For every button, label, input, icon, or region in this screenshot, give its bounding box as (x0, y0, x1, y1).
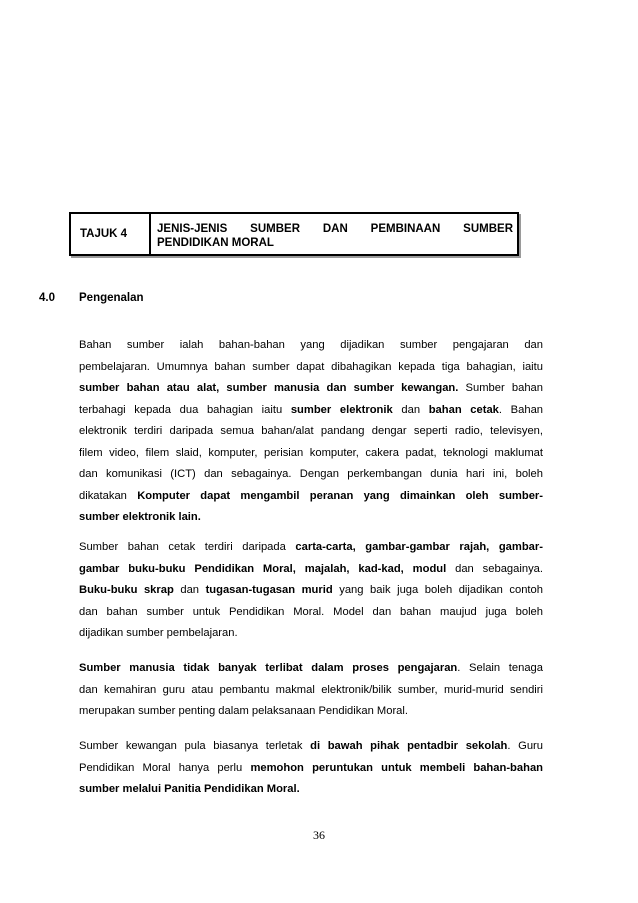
body-text: . Bahan (498, 403, 544, 416)
section-number: 4.0 (39, 292, 55, 304)
bold-text: gambar buku-buku Pendidikan Moral, majalah, kad-kad, modul (79, 562, 447, 575)
paragraph-line (79, 464, 543, 486)
bold-text: memohon peruntukan untuk membeli bahan-bahan (250, 761, 543, 774)
paragraph-line (79, 486, 543, 508)
body-text: terbahagi kepada dua bahagian iaitu (79, 403, 291, 416)
body-text: dan bahan sumber untuk Pendidikan Moral. Model dan bahan maujud juga boleh (79, 605, 543, 618)
paragraph-line (79, 758, 543, 780)
bold-text: bahan cetak (428, 403, 499, 416)
body-text: filem video, filem slaid, komputer, perisian komputer, cakera padat, teknologi maklumat (79, 446, 543, 459)
bold-text: sumber bahan atau alat, sumber manusia dan sumber kewangan. (79, 382, 459, 394)
bold-text: di bawah pihak pentadbir sekolah (310, 740, 508, 752)
paragraph-line (79, 779, 543, 801)
body-text: merupakan sumber penting dalam pelaksanaan Pendidikan Moral. (79, 705, 408, 717)
body-text: dijadikan sumber pembelajaran. (79, 627, 238, 639)
paragraph-printed-sources (79, 537, 543, 645)
body-text: . Guru (507, 740, 543, 752)
body-text: Sumber bahan (458, 382, 544, 394)
paragraph-line (79, 736, 543, 758)
chapter-title-line-1: JENIS-JENIS SUMBER DAN PEMBINAAN SUMBER (157, 223, 513, 235)
chapter-title-line-2: PENDIDIKAN MORAL (157, 237, 274, 249)
paragraph-line (79, 537, 543, 559)
body-text: dan komunikasi (ICT) dan sebagainya. Dengan perkembangan dunia hari ini, boleh (79, 468, 543, 480)
paragraph-line (79, 602, 543, 624)
bold-text: Buku-buku skrap (79, 584, 174, 596)
paragraph-line (79, 559, 543, 581)
body-text: Sumber bahan cetak terdiri daripada (79, 541, 296, 553)
paragraph-line (79, 357, 543, 379)
paragraph-line (79, 378, 543, 400)
body-text: dan (173, 584, 206, 596)
body-text: Bahan sumber ialah bahan-bahan yang dijadikan sumber pengajaran dan (79, 339, 543, 351)
paragraph-financial-sources (79, 736, 543, 801)
body-text: . Selain tenaga (457, 662, 543, 674)
paragraph-line (79, 507, 543, 529)
bold-text: sumber elektronik lain. (79, 511, 201, 523)
chapter-label: TAJUK 4 (71, 214, 151, 254)
paragraph-line (79, 443, 543, 465)
section-title: Pengenalan (79, 292, 144, 304)
bold-text: carta-carta, gambar-gambar rajah, gambar- (295, 541, 543, 553)
paragraph-line (79, 421, 543, 443)
chapter-title (157, 222, 513, 250)
body-text: dan kemahiran guru atau pembantu makmal elektronik/bilik sumber, murid-murid sendiri (79, 683, 543, 696)
chapter-header-box (69, 212, 519, 256)
page-number: 36 (313, 828, 325, 842)
paragraph-introduction (79, 335, 543, 529)
paragraph-line (79, 701, 543, 723)
bold-text: Sumber manusia tidak banyak terlibat dalam proses pengajaran (79, 662, 458, 674)
bold-text: tugasan-tugasan murid (205, 584, 333, 596)
body-text: yang baik juga boleh dijadikan contoh (332, 584, 543, 596)
body-text: Sumber kewangan pula biasanya terletak (79, 740, 311, 752)
paragraph-line (79, 623, 543, 645)
paragraph-line (79, 680, 543, 702)
body-text: Pendidikan Moral hanya perlu (79, 761, 251, 774)
paragraph-line (79, 400, 543, 422)
bold-text: sumber elektronik (290, 403, 393, 416)
bold-text: Komputer dapat mengambil peranan yang dimainkan oleh sumber- (137, 489, 543, 502)
body-text: dan (392, 403, 429, 416)
body-text: dikatakan (79, 489, 138, 502)
body-text: pembelajaran. Umumnya bahan sumber dapat dibahagikan kepada tiga bahagian, iaitu (79, 360, 543, 373)
body-text: elektronik terdiri daripada semua bahan/alat pandang dengar seperti radio, televisyen, (79, 425, 543, 437)
bold-text: sumber melalui Panitia Pendidikan Moral. (79, 783, 300, 795)
paragraph-line (79, 580, 543, 602)
paragraph-line (79, 658, 543, 680)
body-text: dan sebagainya. (446, 562, 544, 575)
paragraph-line (79, 335, 543, 357)
paragraph-human-sources (79, 658, 543, 723)
